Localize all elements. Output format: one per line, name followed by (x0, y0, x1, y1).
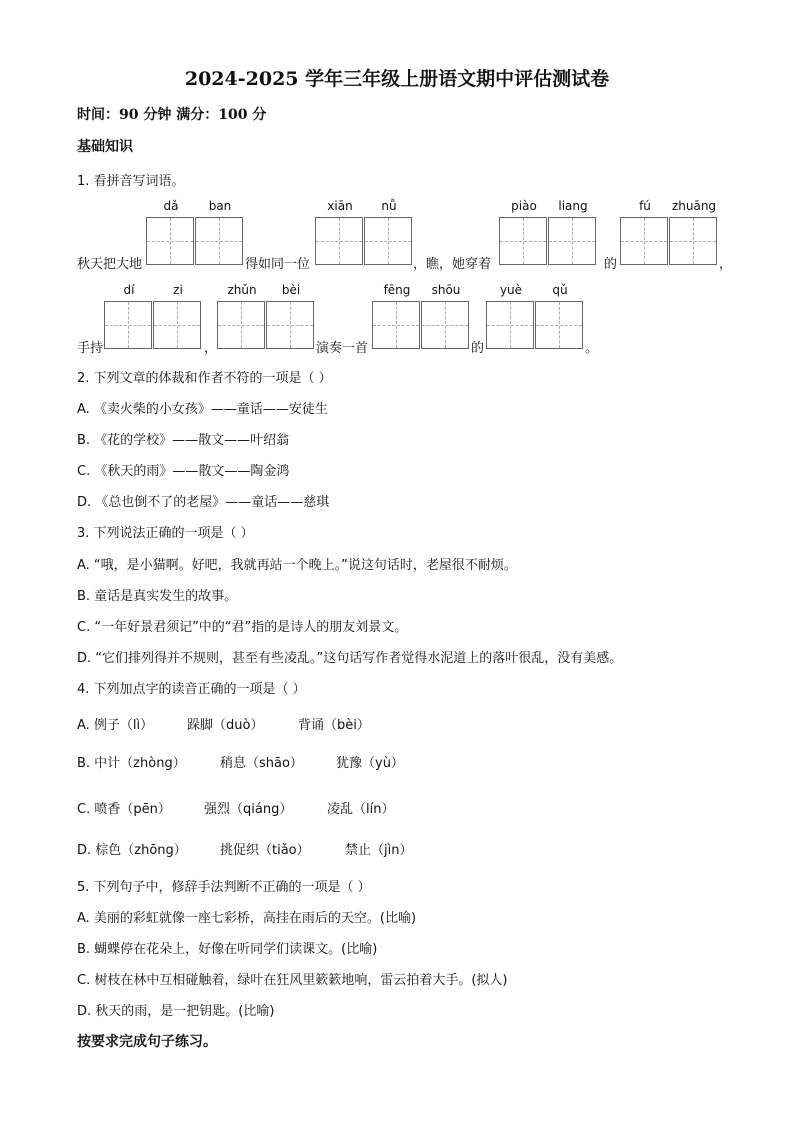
q3-option-d: D. “它们排列得并不规则，甚至有些凌乱。”这句话写作者觉得水泥道上的落叶很乱，没有美感。 (77, 651, 623, 666)
writing-box[interactable] (499, 217, 547, 265)
pinyin: nǚ (381, 199, 397, 213)
writing-box[interactable] (486, 301, 534, 349)
q4-a-item: A. 例子（lì） (77, 718, 154, 733)
pinyin: zhǔn (227, 283, 257, 297)
pinyin: dǎ (163, 199, 179, 213)
writing-box[interactable] (153, 301, 201, 349)
pinyin: bèi (281, 283, 301, 297)
q4-d-item: 禁止（jìn） (345, 843, 413, 858)
q4-b-item: 稍息（shāo） (220, 756, 303, 771)
q4-c-item: 强烈（qiáng） (204, 802, 293, 817)
q1-text: 。 (585, 341, 599, 356)
q4-d-item: D. 棕色（zhōng） (77, 843, 187, 858)
q3-stem: 3. 下列说法正确的一项是（ ） (77, 526, 254, 541)
writing-box[interactable] (217, 301, 265, 349)
pinyin: zi (173, 283, 183, 297)
exam-meta: 时间：90 分钟 满分：100 分 (77, 107, 267, 123)
q4-d-item: 挑促织（tiǎo） (220, 843, 310, 858)
writing-box[interactable] (372, 301, 420, 349)
q1-text: ，瞧，她穿着 (413, 257, 492, 272)
q2-stem: 2. 下列文章的体裁和作者不符的一项是（ ） (77, 371, 332, 386)
q5-option-d: D. 秋天的雨，是一把钥匙。(比喻) (77, 1004, 275, 1019)
writing-box[interactable] (146, 217, 194, 265)
q1-text: 手持 (77, 341, 104, 356)
q2-option-a: A. 《卖火柴的小女孩》——童话——安徒生 (77, 402, 328, 417)
writing-box[interactable] (421, 301, 469, 349)
q4-b-item: 犹豫（yù） (336, 756, 404, 771)
writing-box[interactable] (195, 217, 243, 265)
writing-box[interactable] (669, 217, 717, 265)
writing-box[interactable] (104, 301, 152, 349)
q4-stem: 4. 下列加点字的读音正确的一项是（ ） (77, 682, 306, 697)
writing-box[interactable] (315, 217, 363, 265)
q5-option-a: A. 美丽的彩虹就像一座七彩桥，高挂在雨后的天空。(比喻) (77, 911, 417, 926)
q3-option-b: B. 童话是真实发生的故事。 (77, 589, 238, 604)
page-title: 2024-2025 学年三年级上册语文期中评估测试卷 (184, 68, 610, 90)
pinyin: fēng (383, 283, 411, 297)
q5-option-b: B. 蝴蝶停在花朵上，好像在听同学们读课文。(比喻) (77, 942, 378, 957)
pinyin: fú (639, 199, 651, 213)
q5-stem: 5. 下列句子中，修辞手法判断不正确的一项是（ ） (77, 880, 371, 895)
q3-option-a: A. “哦，是小猫啊。好吧，我就再站一个晚上。”说这句话时，老屋很不耐烦。 (77, 558, 517, 573)
pinyin: zhuāng (671, 199, 717, 213)
section-sentence-practice: 按要求完成句子练习。 (77, 1034, 217, 1050)
pinyin: shōu (431, 283, 461, 297)
q1-text: 的 (471, 341, 485, 356)
pinyin: piào (511, 199, 537, 213)
q4-c-item: C. 喷香（pēn） (77, 802, 171, 817)
writing-box[interactable] (364, 217, 412, 265)
q2-option-d: D. 《总也倒不了的老屋》——童话——慈琪 (77, 495, 330, 510)
section-basic-knowledge: 基础知识 (77, 139, 133, 155)
pinyin: ban (208, 199, 232, 213)
q1-text: ， (204, 341, 218, 356)
q2-option-c: C. 《秋天的雨》——散文——陶金鸿 (77, 464, 290, 479)
writing-box[interactable] (535, 301, 583, 349)
pinyin: liang (558, 199, 588, 213)
q4-a-item: 背诵（bèi） (298, 718, 370, 733)
q1-text: 演奏一首 (316, 341, 369, 356)
q1-text: 秋天把大地 (77, 257, 143, 272)
q2-option-b: B. 《花的学校》——散文——叶绍翁 (77, 433, 290, 448)
writing-box[interactable] (548, 217, 596, 265)
pinyin: xiān (327, 199, 353, 213)
q1-stem: 1. 看拼音写词语。 (77, 174, 185, 189)
q5-option-c: C. 树枝在林中互相碰触着，绿叶在狂风里簌簌地响，雷云拍着大手。(拟人) (77, 973, 508, 988)
pinyin: yuè (499, 283, 523, 297)
writing-box[interactable] (266, 301, 314, 349)
q1-text: 得如同一位 (245, 257, 311, 272)
q4-b-item: B. 中计（zhòng） (77, 756, 186, 771)
pinyin: dí (123, 283, 135, 297)
q1-text: 的 (604, 257, 618, 272)
q4-a-item: 跺脚（duò） (187, 718, 264, 733)
q3-option-c: C. “一年好景君须记”中的“君”指的是诗人的朋友刘景文。 (77, 620, 408, 635)
pinyin: qǔ (552, 283, 568, 297)
writing-box[interactable] (620, 217, 668, 265)
q1-text: ， (719, 257, 733, 272)
q4-c-item: 凌乱（lín） (327, 802, 395, 817)
